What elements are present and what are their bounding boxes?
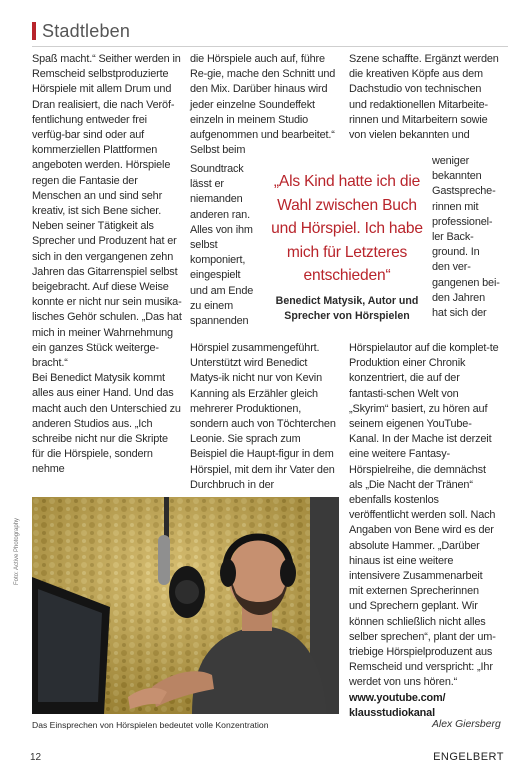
article-column-3-top xyxy=(349,52,499,143)
section-accent-bar xyxy=(32,22,36,40)
article-column-3-bottom xyxy=(349,341,499,721)
pull-quote xyxy=(266,170,428,324)
recording-studio-photo xyxy=(32,497,339,714)
article-column-2-bottom xyxy=(190,341,338,493)
paragraph-7: weniger bekannten Gastspreche-rinnen mit professionel-ler Back-ground. In den ver-gangenen bei-den Jahren hat sich der xyxy=(432,155,500,320)
paragraph-2: Bei Benedict Matysik kommt alles aus einer Hand. Und das macht auch den Unterschied zu anderen Studios aus. „Ich schreibe nicht nur die Skripte für die Hörspiele, sondern nehme xyxy=(32,372,181,476)
paragraph-3: die Hörspiele auch auf, führe Re-gie, mache den Schnitt und den Mix. Darüber hinaus wird jeder einzelne Soundeffekt einzeln in meinem Studio aufgenommen und bearbeitet.“ Selbst beim xyxy=(190,53,336,157)
article-column-2-narrow xyxy=(190,162,258,329)
photo-caption: Das Einsprechen von Hörspielen bedeutet volle Konzentration xyxy=(32,720,269,730)
paragraph-8: Hörspielautor auf die komplet-te Produktion einer Chronik konzentriert, die auf der fantasti-schen Welt von „Skyrim“ basiert, zu hören auf seinem eigenen YouTube-Kanal. In der Mache ist derzeit eine weitere Fantasy-Hörspielreihe, die demnächst als „Die Nacht der Tränen“ ebenfalls kostenlos veröffentlicht werden soll. Nach Angaben von Bene wird es der absolute Hammer. „Darüber hinaus ist eine weitere intensivere Zusammenarbeit mit externen Sprecherinnen und Sprechern geplant. Wir können schließlich nicht alles selber sprechen“, plant der um-triebige Hörspielproduzent aus Remscheid und verspricht: „Ihr werdet von uns hören.“ xyxy=(349,342,499,689)
author-signature: Alex Giersberg xyxy=(432,719,501,730)
article-column-2-top xyxy=(190,52,338,158)
paragraph-1: Spaß macht.“ Seither werden in Remscheid selbstproduzierte Hörspiele mit allem Drum und Dran realisiert, die nach Veröf-fentlichung entweder frei verfüg-bar sind oder auf kommerziellen Plattformen angeboten werden. Hörspiele regen die Fantasie der Menschen an und sind sehr kreativ, ist sich Bene sicher. Neben seiner Tätigkeit als Sprecher und Produzent hat er sich in den vergangenen zehn Jahren das Gitarrenspiel selbst beigebracht. Auf diese Weise konnte er nicht nur sein musika-lisches Gehör schulen. „Das hat mich in meiner Wahrnehmung ein ganzes Stück weiterge-bracht.“ xyxy=(32,53,182,370)
section-header xyxy=(32,18,130,44)
pull-quote-text: „Als Kind hatte ich die Wahl zwischen Buch und Hörspiel. Ich habe mich für Letzteres entschieden“ xyxy=(271,173,423,284)
photo-credit-text: Foto: Active Photography xyxy=(14,517,20,585)
article-column-3-narrow xyxy=(432,154,500,321)
magazine-name: ENGELBERT xyxy=(433,751,504,763)
paragraph-5: Hörspiel zusammengeführt. Unterstützt wird Benedict Matys-ik nicht nur von Kevin Kanning als Erzähler gleich mehrerer Produktionen, sondern auch von Töchterchen Leonie. Sie sprach zum Beispiel die Haupt-figur in dem Hörspiel, mit dem ihr Vater den Durchbruch in der xyxy=(190,342,336,491)
page-number: 12 xyxy=(30,752,42,763)
youtube-url[interactable]: www.youtube.com/ klausstudiokanal xyxy=(349,691,446,719)
article-photo xyxy=(32,497,339,714)
pull-quote-author: Benedict Matysik, Autor und Sprecher von Hörspielen xyxy=(275,294,419,322)
header-divider xyxy=(32,46,508,47)
article-column-1 xyxy=(32,52,182,478)
photo-credit xyxy=(14,497,26,585)
paragraph-6: Szene schaffte. Ergänzt werden die kreativen Köpfe aus dem Dachstudio von technischen und redaktionellen Mitarbeite-rinnen und Mitarbeitern sowie von vielen bekannten und xyxy=(349,53,499,142)
section-title: Stadtleben xyxy=(42,20,131,41)
paragraph-4: Soundtrack lässt er niemanden anderen ran. Alles von ihm selbst komponiert, eingespielt und am Ende zu einem spannenden xyxy=(190,163,254,328)
